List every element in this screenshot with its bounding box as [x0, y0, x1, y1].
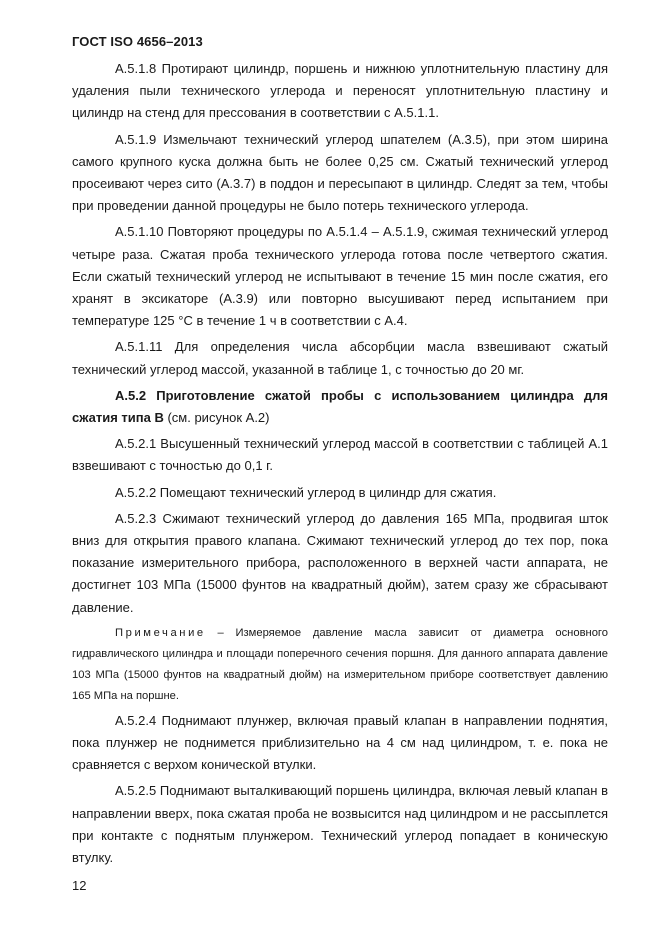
section-heading-a52: [72, 385, 608, 429]
paragraph-a518: А.5.1.8 Протирают цилиндр, поршень и нижнюю уплотнительную пластину для удаления пыли технического углерода и переносят уплотнительную пластину и цилиндр на стенд для прессования в соответствии с А.5.1.1.: [72, 61, 608, 121]
paragraph-a523: А.5.2.3 Сжимают технический углерод до давления 165 МПа, продвигая шток вниз для открытия правого клапана. Сжимают технический углерод до тех пор, пока показание измерительного прибора, расположенного в верхней части аппарата, не достигнет 103 МПа (15000 фунтов на квадратный дюйм), затем сразу же сбрасывают давление.: [72, 510, 608, 615]
section-heading-reference: (см. рисунок А.2): [163, 410, 270, 426]
paragraph-a5111: А.5.1.11 Для определения числа абсорбции масла взвешивают сжатый технический углерод массой, указанной в таблице 1, с точностью до 20 мг.: [72, 339, 608, 377]
document-header: ГОСТ ISO 4656–2013: [72, 34, 203, 49]
document-body: [72, 58, 608, 873]
paragraph-a5110: А.5.1.10 Повторяют процедуры по А.5.1.4 – А.5.1.9, сжимая технический углерод четыре раза. Сжатая проба технического углерода готова после четвертого сжатия. Если сжатый технический углерод не испытывают в течение 15 мин после сжатия, его хранят в эксикаторе (А.3.9) или повторно высушивают перед испытанием при температуре 125 °С в течение 1 ч в соответствии с А.4.: [72, 224, 608, 329]
section-heading-bold: А.5.2 Приготовление сжатой пробы с использованием цилиндра для сжатия типа В: [72, 387, 608, 426]
paragraph-a522: А.5.2.2 Помещают технический углерод в цилиндр для сжатия.: [115, 484, 497, 500]
note-paragraph: [72, 623, 608, 707]
paragraph-a519: А.5.1.9 Измельчают технический углерод шпателем (А.3.5), при этом ширина самого крупного куска должна быть не более 0,25 см. Сжатый технический углерод просеивают через сито (А.3.7) в поддон и пересыпают в цилиндр. Следят за тем, чтобы при проведении данной процедуры не было потерь технического углерода.: [72, 131, 608, 214]
paragraph-a521: А.5.2.1 Высушенный технический углерод массой в соответствии с таблицей А.1 взвешивают с точностью до 0,1 г.: [72, 436, 608, 474]
page-number: 12: [72, 878, 87, 893]
paragraph-a525: А.5.2.5 Поднимают выталкивающий поршень цилиндра, включая левый клапан в направлении вверх, пока сжатая проба не возвысится над цилиндром и не рассыплется при контакте с поднятым плунжером. Технический углерод попадает в коническую втулку.: [72, 783, 608, 866]
note-label: Примечание: [115, 626, 206, 639]
paragraph-a524: А.5.2.4 Поднимают плунжер, включая правый клапан в направлении поднятия, пока плунжер не поднимется приблизительно на 4 см над цилиндром, т. е. пока не сравняется с верхом конической втулки.: [72, 712, 608, 773]
note-text: – Измеряемое давление масла зависит от диаметра основного гидравлического цилиндра и площади поперечного сечения поршня. Для данного аппарата давление 103 МПа (15000 фунтов на квадратный дюйм) на измерительном приборе соответствует давлению 165 МПа на поршне.: [72, 626, 608, 702]
